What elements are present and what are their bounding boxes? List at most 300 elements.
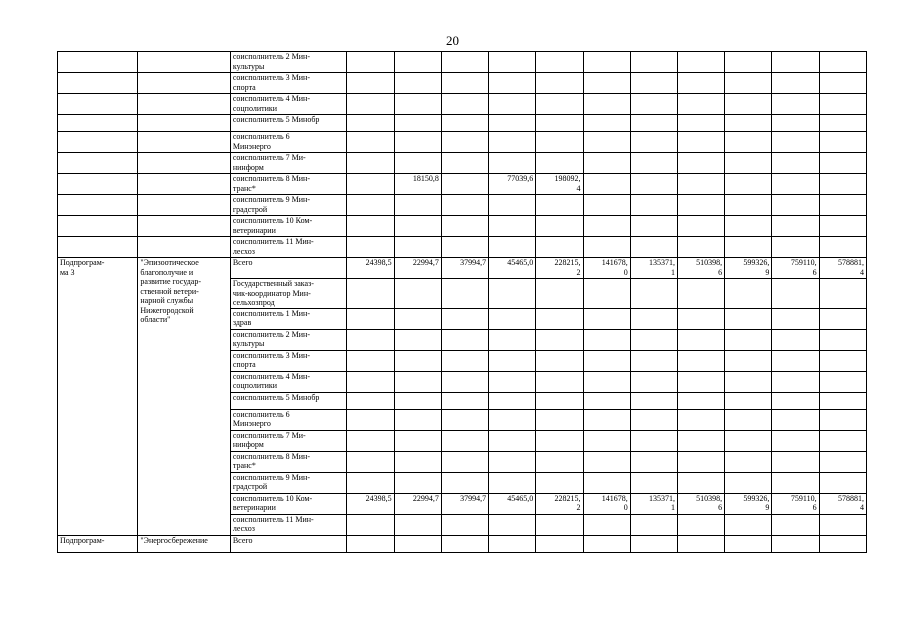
- value-cell: [772, 94, 819, 115]
- value-cell: [725, 52, 772, 73]
- value-cell: [583, 237, 630, 258]
- value-cell: [583, 94, 630, 115]
- value-cell: [725, 308, 772, 329]
- value-cell: 510398, 6: [677, 493, 724, 514]
- value-cell: [677, 94, 724, 115]
- spacer-cell: [58, 237, 138, 258]
- value-cell: 578881, 4: [819, 258, 866, 279]
- value-cell: [394, 195, 441, 216]
- table-row: [58, 216, 867, 237]
- value-cell: [630, 371, 677, 392]
- value-cell: [819, 153, 866, 174]
- value-cell: [677, 132, 724, 153]
- table-row: [58, 195, 867, 216]
- value-cell: [725, 392, 772, 409]
- value-cell: 45465,0: [489, 493, 536, 514]
- table-row: [58, 258, 867, 279]
- value-cell: [819, 115, 866, 132]
- value-cell: [677, 329, 724, 350]
- value-cell: [536, 350, 583, 371]
- value-cell: 37994,7: [441, 493, 488, 514]
- value-cell: [489, 350, 536, 371]
- value-cell: [725, 329, 772, 350]
- value-cell: [347, 430, 394, 451]
- spacer-cell: [58, 115, 138, 132]
- value-cell: [725, 451, 772, 472]
- value-cell: [725, 237, 772, 258]
- value-cell: 510398, 6: [677, 258, 724, 279]
- value-cell: [394, 73, 441, 94]
- value-cell: [489, 409, 536, 430]
- subprogram-label: Подпрограм-: [58, 535, 138, 552]
- executor-label: соисполнитель 8 Мин- транс*: [230, 451, 347, 472]
- value-cell: [772, 132, 819, 153]
- value-cell: [394, 52, 441, 73]
- executor-label: соисполнитель 7 Ми- нинформ: [230, 430, 347, 451]
- value-cell: [677, 216, 724, 237]
- value-cell: [583, 216, 630, 237]
- value-cell: [819, 52, 866, 73]
- value-cell: [489, 535, 536, 552]
- value-cell: [394, 451, 441, 472]
- value-cell: [583, 451, 630, 472]
- executor-label: соисполнитель 4 Мин- соцполитики: [230, 94, 347, 115]
- value-cell: [677, 73, 724, 94]
- value-cell: 198092, 4: [536, 174, 583, 195]
- value-cell: 141678, 0: [583, 258, 630, 279]
- value-cell: [772, 52, 819, 73]
- value-cell: [489, 132, 536, 153]
- table-row: [58, 132, 867, 153]
- value-cell: [489, 94, 536, 115]
- value-cell: [772, 350, 819, 371]
- value-cell: [819, 308, 866, 329]
- value-cell: [819, 94, 866, 115]
- spacer-cell: [138, 52, 230, 73]
- value-cell: [536, 132, 583, 153]
- value-cell: [725, 371, 772, 392]
- value-cell: [347, 73, 394, 94]
- value-cell: [441, 153, 488, 174]
- value-cell: 759110, 6: [772, 493, 819, 514]
- value-cell: [441, 392, 488, 409]
- value-cell: [394, 535, 441, 552]
- executor-label: соисполнитель 10 Ком- ветеринарии: [230, 493, 347, 514]
- value-cell: [819, 73, 866, 94]
- value-cell: 77039,6: [489, 174, 536, 195]
- value-cell: [441, 308, 488, 329]
- value-cell: [441, 451, 488, 472]
- executor-label: соисполнитель 3 Мин- спорта: [230, 73, 347, 94]
- value-cell: [489, 279, 536, 309]
- value-cell: [583, 392, 630, 409]
- value-cell: [583, 430, 630, 451]
- value-cell: [347, 409, 394, 430]
- value-cell: [489, 392, 536, 409]
- value-cell: [772, 279, 819, 309]
- value-cell: [394, 514, 441, 535]
- value-cell: [677, 308, 724, 329]
- value-cell: [536, 472, 583, 493]
- value-cell: [441, 409, 488, 430]
- value-cell: [489, 195, 536, 216]
- value-cell: [441, 195, 488, 216]
- value-cell: [819, 195, 866, 216]
- value-cell: [630, 472, 677, 493]
- value-cell: [347, 329, 394, 350]
- value-cell: [819, 371, 866, 392]
- value-cell: [819, 472, 866, 493]
- value-cell: [725, 514, 772, 535]
- spacer-cell: [138, 115, 230, 132]
- value-cell: [441, 115, 488, 132]
- spacer-cell: [58, 216, 138, 237]
- value-cell: [772, 73, 819, 94]
- table-row: [58, 153, 867, 174]
- value-cell: [819, 350, 866, 371]
- value-cell: [441, 94, 488, 115]
- value-cell: 37994,7: [441, 258, 488, 279]
- value-cell: [725, 472, 772, 493]
- value-cell: [347, 52, 394, 73]
- value-cell: [536, 195, 583, 216]
- value-cell: [772, 371, 819, 392]
- spacer-cell: [138, 153, 230, 174]
- value-cell: [583, 195, 630, 216]
- value-cell: [725, 195, 772, 216]
- value-cell: [819, 279, 866, 309]
- value-cell: [536, 392, 583, 409]
- value-cell: [347, 216, 394, 237]
- value-cell: [489, 472, 536, 493]
- value-cell: [630, 237, 677, 258]
- spacer-cell: [138, 216, 230, 237]
- value-cell: [394, 409, 441, 430]
- value-cell: 228215, 2: [536, 258, 583, 279]
- executor-label: соисполнитель 9 Мин- градстрой: [230, 472, 347, 493]
- spacer-cell: [138, 174, 230, 195]
- value-cell: [583, 115, 630, 132]
- value-cell: [772, 174, 819, 195]
- value-cell: [347, 174, 394, 195]
- value-cell: [819, 409, 866, 430]
- total-label: Всего: [230, 535, 347, 552]
- value-cell: [536, 237, 583, 258]
- value-cell: [819, 132, 866, 153]
- value-cell: [347, 371, 394, 392]
- value-cell: [394, 308, 441, 329]
- value-cell: [536, 94, 583, 115]
- coordinator-label: Государственный заказ- чик-координатор Мин- сельхозпрод: [230, 279, 347, 309]
- value-cell: [583, 350, 630, 371]
- spacer-cell: [58, 174, 138, 195]
- value-cell: [583, 329, 630, 350]
- value-cell: [347, 132, 394, 153]
- executor-label: соисполнитель 7 Ми- нинформ: [230, 153, 347, 174]
- spacer-cell: [58, 52, 138, 73]
- executor-label: соисполнитель 8 Мин- транс*: [230, 174, 347, 195]
- value-cell: [630, 153, 677, 174]
- budget-table: [57, 51, 867, 553]
- value-cell: 22994,7: [394, 258, 441, 279]
- value-cell: 24398,5: [347, 493, 394, 514]
- value-cell: [772, 153, 819, 174]
- value-cell: [630, 350, 677, 371]
- value-cell: 135371, 1: [630, 493, 677, 514]
- value-cell: [772, 451, 819, 472]
- subprogram-label: Подпрограм- ма 3: [58, 258, 138, 536]
- value-cell: [725, 94, 772, 115]
- value-cell: [819, 514, 866, 535]
- value-cell: [630, 94, 677, 115]
- value-cell: [489, 329, 536, 350]
- value-cell: [583, 371, 630, 392]
- value-cell: [725, 535, 772, 552]
- value-cell: [677, 472, 724, 493]
- value-cell: [441, 472, 488, 493]
- executor-label: соисполнитель 11 Мин- лесхоз: [230, 237, 347, 258]
- value-cell: [772, 115, 819, 132]
- value-cell: [583, 52, 630, 73]
- value-cell: [347, 392, 394, 409]
- value-cell: [583, 73, 630, 94]
- value-cell: [630, 535, 677, 552]
- value-cell: [489, 237, 536, 258]
- value-cell: [725, 216, 772, 237]
- value-cell: [583, 132, 630, 153]
- value-cell: [489, 73, 536, 94]
- value-cell: 135371, 1: [630, 258, 677, 279]
- value-cell: [394, 94, 441, 115]
- value-cell: [630, 115, 677, 132]
- value-cell: [819, 329, 866, 350]
- value-cell: [819, 451, 866, 472]
- value-cell: 578881, 4: [819, 493, 866, 514]
- value-cell: [772, 409, 819, 430]
- value-cell: [630, 329, 677, 350]
- value-cell: [347, 237, 394, 258]
- value-cell: [677, 174, 724, 195]
- value-cell: [677, 153, 724, 174]
- value-cell: [441, 371, 488, 392]
- value-cell: [819, 216, 866, 237]
- value-cell: [725, 350, 772, 371]
- spacer-cell: [58, 132, 138, 153]
- value-cell: [441, 350, 488, 371]
- value-cell: [583, 308, 630, 329]
- value-cell: [489, 153, 536, 174]
- spacer-cell: [58, 94, 138, 115]
- spacer-cell: [138, 237, 230, 258]
- value-cell: [441, 514, 488, 535]
- executor-label: соисполнитель 10 Ком- ветеринарии: [230, 216, 347, 237]
- executor-label: соисполнитель 11 Мин- лесхоз: [230, 514, 347, 535]
- executor-label: соисполнитель 2 Мин- культуры: [230, 52, 347, 73]
- value-cell: [677, 115, 724, 132]
- value-cell: [725, 73, 772, 94]
- value-cell: [677, 392, 724, 409]
- value-cell: [394, 430, 441, 451]
- value-cell: [394, 153, 441, 174]
- value-cell: [536, 52, 583, 73]
- value-cell: [725, 279, 772, 309]
- value-cell: [630, 308, 677, 329]
- value-cell: [772, 430, 819, 451]
- executor-label: соисполнитель 1 Мин- здрав: [230, 308, 347, 329]
- value-cell: [772, 392, 819, 409]
- value-cell: [677, 430, 724, 451]
- value-cell: [347, 279, 394, 309]
- value-cell: [394, 350, 441, 371]
- value-cell: [630, 430, 677, 451]
- value-cell: 599326, 9: [725, 493, 772, 514]
- value-cell: [394, 115, 441, 132]
- value-cell: [630, 409, 677, 430]
- value-cell: [441, 216, 488, 237]
- total-label: Всего: [230, 258, 347, 279]
- value-cell: [394, 329, 441, 350]
- value-cell: [630, 132, 677, 153]
- value-cell: 759110, 6: [772, 258, 819, 279]
- executor-label: соисполнитель 3 Мин- спорта: [230, 350, 347, 371]
- value-cell: 45465,0: [489, 258, 536, 279]
- value-cell: 141678, 0: [583, 493, 630, 514]
- value-cell: [489, 308, 536, 329]
- value-cell: [725, 153, 772, 174]
- value-cell: [772, 472, 819, 493]
- value-cell: [441, 73, 488, 94]
- value-cell: [583, 472, 630, 493]
- value-cell: [583, 409, 630, 430]
- value-cell: [583, 279, 630, 309]
- spacer-cell: [138, 195, 230, 216]
- value-cell: [630, 514, 677, 535]
- table-row: [58, 115, 867, 132]
- value-cell: [489, 371, 536, 392]
- value-cell: [536, 279, 583, 309]
- value-cell: [725, 115, 772, 132]
- value-cell: [347, 451, 394, 472]
- value-cell: [441, 279, 488, 309]
- value-cell: [394, 216, 441, 237]
- value-cell: [630, 392, 677, 409]
- executor-label: соисполнитель 6 Минэнерго: [230, 409, 347, 430]
- executor-label: соисполнитель 9 Мин- градстрой: [230, 195, 347, 216]
- value-cell: [347, 94, 394, 115]
- value-cell: [441, 132, 488, 153]
- value-cell: [489, 216, 536, 237]
- value-cell: [347, 514, 394, 535]
- value-cell: [441, 329, 488, 350]
- value-cell: [725, 409, 772, 430]
- value-cell: [677, 195, 724, 216]
- table-row: [58, 174, 867, 195]
- spacer-cell: [138, 73, 230, 94]
- value-cell: [677, 451, 724, 472]
- table-row: [58, 52, 867, 73]
- value-cell: [489, 514, 536, 535]
- page-number: 20: [446, 33, 459, 48]
- value-cell: [677, 350, 724, 371]
- value-cell: [725, 430, 772, 451]
- value-cell: [347, 115, 394, 132]
- value-cell: 24398,5: [347, 258, 394, 279]
- executor-label: соисполнитель 5 Минобр: [230, 392, 347, 409]
- value-cell: [677, 52, 724, 73]
- value-cell: [394, 237, 441, 258]
- value-cell: [441, 174, 488, 195]
- value-cell: [394, 392, 441, 409]
- value-cell: [677, 514, 724, 535]
- spacer-cell: [138, 94, 230, 115]
- value-cell: [536, 514, 583, 535]
- value-cell: [630, 451, 677, 472]
- value-cell: [347, 472, 394, 493]
- subprogram-name: "Энергосбережение: [138, 535, 230, 552]
- table-row: [58, 94, 867, 115]
- value-cell: [536, 371, 583, 392]
- value-cell: 228215, 2: [536, 493, 583, 514]
- value-cell: [489, 430, 536, 451]
- value-cell: [630, 174, 677, 195]
- executor-label: соисполнитель 5 Минобр: [230, 115, 347, 132]
- table-row: [58, 73, 867, 94]
- value-cell: [819, 174, 866, 195]
- value-cell: [441, 237, 488, 258]
- value-cell: [583, 514, 630, 535]
- subprogram-name: "Эпизоотическое благополучие и развитие государ- ственной ветери- нарной службы Нижегородской области": [138, 258, 230, 536]
- value-cell: [394, 371, 441, 392]
- value-cell: [536, 430, 583, 451]
- executor-label: соисполнитель 4 Мин- соцполитики: [230, 371, 347, 392]
- value-cell: [489, 451, 536, 472]
- value-cell: [536, 308, 583, 329]
- value-cell: [489, 115, 536, 132]
- value-cell: [441, 430, 488, 451]
- value-cell: [394, 279, 441, 309]
- value-cell: 599326, 9: [725, 258, 772, 279]
- value-cell: [583, 153, 630, 174]
- value-cell: [536, 115, 583, 132]
- value-cell: [441, 52, 488, 73]
- value-cell: [536, 153, 583, 174]
- value-cell: [725, 132, 772, 153]
- value-cell: [677, 371, 724, 392]
- value-cell: [772, 329, 819, 350]
- value-cell: [819, 237, 866, 258]
- value-cell: [347, 535, 394, 552]
- table-row: [58, 237, 867, 258]
- value-cell: [772, 535, 819, 552]
- value-cell: [630, 52, 677, 73]
- spacer-cell: [58, 73, 138, 94]
- spacer-cell: [138, 132, 230, 153]
- value-cell: [536, 329, 583, 350]
- value-cell: 18150,8: [394, 174, 441, 195]
- value-cell: [536, 451, 583, 472]
- value-cell: [630, 195, 677, 216]
- executor-label: соисполнитель 6 Минэнерго: [230, 132, 347, 153]
- value-cell: 22994,7: [394, 493, 441, 514]
- value-cell: [536, 73, 583, 94]
- value-cell: [630, 73, 677, 94]
- spacer-cell: [58, 153, 138, 174]
- value-cell: [772, 514, 819, 535]
- value-cell: [772, 237, 819, 258]
- value-cell: [347, 350, 394, 371]
- value-cell: [725, 174, 772, 195]
- value-cell: [394, 472, 441, 493]
